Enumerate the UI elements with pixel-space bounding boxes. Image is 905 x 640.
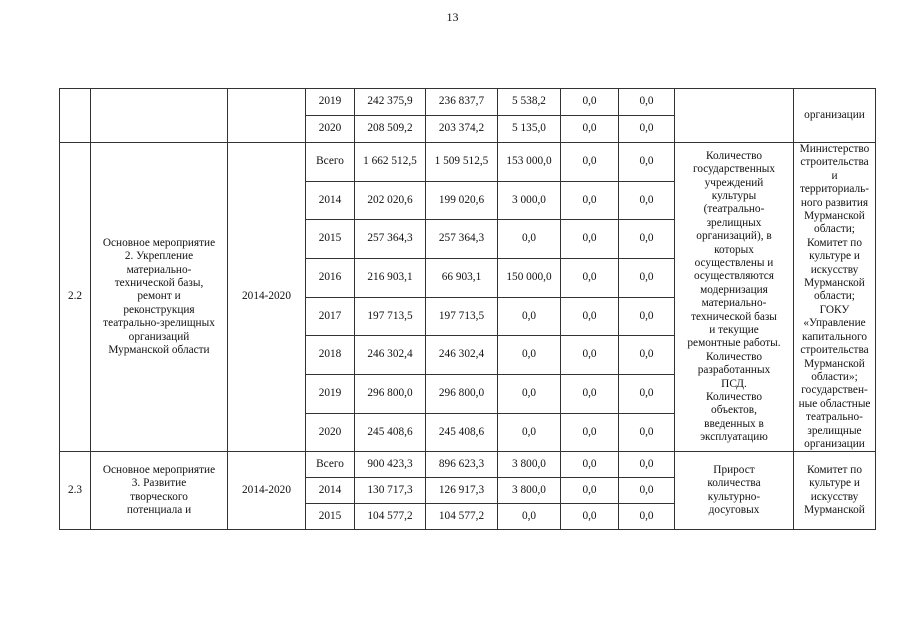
measure-name-line: Мурманской области — [108, 344, 210, 357]
indicator-text-line: разработанных — [697, 364, 771, 377]
executor-text-line: искусству — [810, 490, 859, 503]
executor-text-line: ного развития — [800, 196, 869, 209]
measure-name-line: технической базы, — [114, 277, 204, 290]
indicator-cell — [675, 89, 794, 143]
other-sources-cell: 0,0 — [619, 220, 675, 259]
other-sources-cell: 0,0 — [619, 89, 675, 116]
federal-budget-cell: 3 800,0 — [498, 452, 561, 478]
indicator-text-line: культурно- — [707, 490, 761, 503]
other-sources-cell: 0,0 — [619, 374, 675, 413]
executor-text-line: культуре и — [809, 250, 860, 263]
regional-budget-cell: 246 302,4 — [426, 336, 498, 375]
indicator-text-line: материально- — [701, 297, 767, 310]
other-sources-cell: 0,0 — [619, 258, 675, 297]
federal-budget-cell: 0,0 — [498, 413, 561, 452]
page-number: 13 — [446, 10, 459, 24]
total-cell: 202 020,6 — [355, 181, 426, 220]
indicator-text-line: объектов, — [711, 404, 757, 417]
local-budget-cell: 0,0 — [561, 452, 619, 478]
measure-name-line: 3. Развитие — [131, 477, 187, 490]
measure-name-line: театрально-зрелищных — [103, 317, 215, 330]
indicator-text-line: технической базы — [691, 310, 777, 323]
other-sources-cell: 0,0 — [619, 181, 675, 220]
total-cell: 216 903,1 — [355, 258, 426, 297]
year-cell: 2014 — [306, 181, 355, 220]
regional-budget-cell: 66 903,1 — [426, 258, 498, 297]
year-cell: 2019 — [306, 89, 355, 116]
federal-budget-cell: 3 000,0 — [498, 181, 561, 220]
local-budget-cell: 0,0 — [561, 220, 619, 259]
measure-name-line: Основное мероприятие — [102, 464, 216, 477]
executor-text-line: Министерство — [799, 143, 870, 155]
executor-text-line: Мурманской — [804, 504, 865, 517]
regional-budget-cell: 104 577,2 — [426, 504, 498, 530]
local-budget-cell: 0,0 — [561, 504, 619, 530]
year-cell: Всего — [306, 143, 355, 182]
indicator-text-line: организаций), в — [696, 230, 772, 243]
year-cell: 2018 — [306, 336, 355, 375]
indicator-text-line: зрелищных — [706, 216, 762, 229]
total-cell: 242 375,9 — [355, 89, 426, 116]
other-sources-cell: 0,0 — [619, 504, 675, 530]
total-cell: 257 364,3 — [355, 220, 426, 259]
executor-text-line: области; — [814, 223, 855, 236]
period-cell: 2014-2020 — [228, 143, 306, 452]
federal-budget-cell: 0,0 — [498, 374, 561, 413]
federal-budget-cell: 3 800,0 — [498, 478, 561, 504]
measure-name-line: материально- — [126, 263, 192, 276]
federal-budget-cell: 0,0 — [498, 297, 561, 336]
other-sources-cell: 0,0 — [619, 143, 675, 182]
table-row — [60, 143, 876, 182]
regional-budget-cell: 896 623,3 — [426, 452, 498, 478]
total-cell: 197 713,5 — [355, 297, 426, 336]
measure-name — [91, 452, 228, 530]
indicator-text-line: Количество — [706, 149, 762, 162]
other-sources-cell: 0,0 — [619, 478, 675, 504]
measure-name-line: ремонт и — [137, 290, 181, 303]
federal-budget-cell: 0,0 — [498, 336, 561, 375]
measure-name-line: потенциала и — [126, 504, 192, 517]
indicator-text-line: Количество — [706, 350, 762, 363]
executor-cell: организации — [794, 89, 876, 143]
executor-text-line: Мурманской — [804, 210, 865, 223]
total-cell: 208 509,2 — [355, 116, 426, 143]
executor-text-line: строительства — [800, 156, 869, 169]
local-budget-cell: 0,0 — [561, 374, 619, 413]
indicator-text-line: культуры — [711, 189, 757, 202]
executor-text-line: театрально- — [806, 411, 863, 424]
name-cell — [91, 89, 228, 143]
executor-text-line: Мурманской — [804, 357, 865, 370]
indicator-text-line: осуществляются — [694, 270, 774, 283]
year-cell: 2017 — [306, 297, 355, 336]
executor-text-line: строительства — [800, 344, 869, 357]
executor-text-line: области; — [814, 290, 855, 303]
measure-name-line: творческого — [130, 490, 188, 503]
regional-budget-cell: 197 713,5 — [426, 297, 498, 336]
indicator-text-line: досуговых — [708, 504, 760, 517]
year-cell: 2015 — [306, 220, 355, 259]
indicator-text-line: учреждений — [704, 176, 764, 189]
other-sources-cell: 0,0 — [619, 336, 675, 375]
period-cell: 2014-2020 — [228, 452, 306, 530]
regional-budget-cell: 245 408,6 — [426, 413, 498, 452]
local-budget-cell: 0,0 — [561, 181, 619, 220]
other-sources-cell: 0,0 — [619, 452, 675, 478]
period-cell — [228, 89, 306, 143]
measure-name-line: организаций — [128, 330, 190, 343]
measure-name-line: 2. Укрепление — [124, 250, 194, 263]
indicator-text-line: и текущие — [709, 323, 759, 336]
indicator-text-line: ремонтные работы. — [687, 337, 781, 350]
federal-budget-cell: 5 538,2 — [498, 89, 561, 116]
number-cell — [60, 89, 91, 143]
executor-text-line: ные областные — [798, 397, 871, 410]
executor-text-line: территориаль- — [799, 183, 870, 196]
federal-budget-cell: 150 000,0 — [498, 258, 561, 297]
executor-text-line: Комитет по — [806, 464, 862, 477]
local-budget-cell: 0,0 — [561, 478, 619, 504]
measure-name-line: Основное мероприятие — [102, 236, 216, 249]
table-body — [60, 89, 876, 530]
table-row — [60, 452, 876, 478]
indicator-text-line: (театрально- — [703, 203, 765, 216]
local-budget-cell: 0,0 — [561, 258, 619, 297]
federal-budget-cell: 153 000,0 — [498, 143, 561, 182]
local-budget-cell: 0,0 — [561, 116, 619, 143]
measure-name-line: реконструкция — [123, 303, 195, 316]
indicator-text-line: которых — [714, 243, 754, 256]
other-sources-cell: 0,0 — [619, 297, 675, 336]
other-sources-cell: 0,0 — [619, 116, 675, 143]
year-cell: 2016 — [306, 258, 355, 297]
regional-budget-cell: 236 837,7 — [426, 89, 498, 116]
year-cell: 2015 — [306, 504, 355, 530]
total-cell: 296 800,0 — [355, 374, 426, 413]
regional-budget-cell: 1 509 512,5 — [426, 143, 498, 182]
total-cell: 130 717,3 — [355, 478, 426, 504]
regional-budget-cell: 203 374,2 — [426, 116, 498, 143]
indicator-text-line: модернизация — [700, 283, 768, 296]
executor-text-line: капитального — [802, 330, 867, 343]
executor-text-line: Комитет по — [806, 236, 862, 249]
total-cell: 104 577,2 — [355, 504, 426, 530]
executor-text-line: области»; — [811, 370, 858, 383]
number-cell: 2.2 — [60, 143, 91, 452]
executor-text-line: искусству — [810, 263, 859, 276]
year-cell: 2020 — [306, 116, 355, 143]
total-cell: 900 423,3 — [355, 452, 426, 478]
number-cell: 2.3 — [60, 452, 91, 530]
executor-text — [794, 143, 876, 452]
executor-text-line: зрелищные — [807, 424, 862, 437]
year-cell: 2019 — [306, 374, 355, 413]
regional-budget-cell: 296 800,0 — [426, 374, 498, 413]
total-cell: 245 408,6 — [355, 413, 426, 452]
indicator-text-line: количества — [707, 477, 761, 490]
executor-text-line: ГОКУ — [819, 303, 850, 316]
indicator-text-line: Количество — [706, 391, 762, 404]
indicator-text-line: ПСД. — [721, 377, 747, 390]
executor-text — [794, 452, 876, 530]
indicator-text-line: эксплуатацию — [700, 431, 768, 444]
indicator-text-line: введенных в — [704, 417, 764, 430]
indicator-text — [675, 143, 794, 452]
program-table — [59, 88, 876, 530]
executor-text-line: «Управление — [803, 317, 866, 330]
local-budget-cell: 0,0 — [561, 413, 619, 452]
year-cell: 2020 — [306, 413, 355, 452]
federal-budget-cell: 0,0 — [498, 220, 561, 259]
local-budget-cell: 0,0 — [561, 143, 619, 182]
local-budget-cell: 0,0 — [561, 89, 619, 116]
executor-text-line: организации — [804, 437, 865, 450]
measure-name — [91, 143, 228, 452]
regional-budget-cell: 126 917,3 — [426, 478, 498, 504]
year-cell: 2014 — [306, 478, 355, 504]
year-cell: Всего — [306, 452, 355, 478]
indicator-text-line: государственных — [692, 163, 776, 176]
executor-text-line: культуре и — [809, 477, 860, 490]
total-cell: 246 302,4 — [355, 336, 426, 375]
local-budget-cell: 0,0 — [561, 336, 619, 375]
local-budget-cell: 0,0 — [561, 297, 619, 336]
total-cell: 1 662 512,5 — [355, 143, 426, 182]
regional-budget-cell: 199 020,6 — [426, 181, 498, 220]
indicator-text-line: Прирост — [713, 464, 755, 477]
other-sources-cell: 0,0 — [619, 413, 675, 452]
indicator-text — [675, 452, 794, 530]
executor-text-line: и — [831, 169, 838, 182]
indicator-text-line: осуществлены и — [694, 256, 774, 269]
executor-text-line: Мурманской — [804, 277, 865, 290]
federal-budget-cell: 5 135,0 — [498, 116, 561, 143]
table-row — [60, 89, 876, 116]
federal-budget-cell: 0,0 — [498, 504, 561, 530]
regional-budget-cell: 257 364,3 — [426, 220, 498, 259]
executor-text-line: государствен- — [801, 384, 868, 397]
